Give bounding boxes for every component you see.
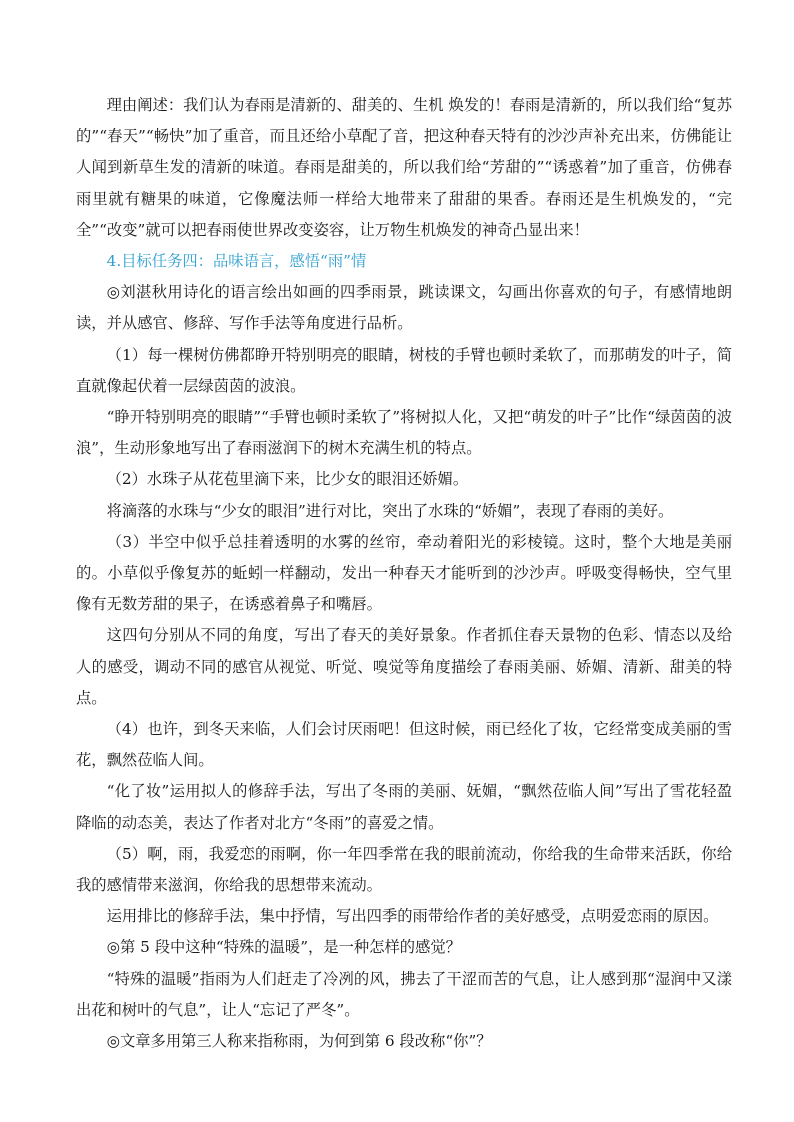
paragraph-question-2: ◎第 5 段中这种“特殊的温暖”，是一种怎样的感觉？ <box>106 938 461 957</box>
paragraph-analysis-4: “化了妆”运用拟人的修辞手法，写出了冬雨的美丽、妩媚，“飘然莅临人间”写出了雪花轻盈降临的动态美，表达了作者对北方“冬雨”的喜爱之情。 <box>76 782 732 832</box>
paragraph-analysis-2: 将滴落的水珠与“少女的眼泪”进行对比，突出了水珠的“娇媚”，表现了春雨的美好。 <box>106 501 674 520</box>
paragraph-analysis-1: “睁开特别明亮的眼睛”“手臂也顿时柔软了”将树拟人化，又把“萌发的叶子”比作“绿茵茵的波浪”，生动形象地写出了春雨滋润下的树木充满生机的特点。 <box>76 408 732 458</box>
paragraph-analysis-3: 这四句分别从不同的角度，写出了春天的美好景象。作者抓住春天景物的色彩、情态以及给人的感受，调动不同的感官从视觉、听觉、嗅觉等角度描绘了春雨美丽、娇媚、清新、甜美的特点。 <box>76 626 732 707</box>
paragraph-question-1: ◎刘湛秋用诗化的语言绘出如画的四季雨景，跳读课文，勾画出你喜欢的句子，有感情地朗读，并从感官、修辞、写作手法等角度进行品析。 <box>76 283 732 333</box>
document-body <box>76 90 732 1057</box>
paragraph-quote-3: （3）半空中似乎总挂着透明的水雾的丝帘，牵动着阳光的彩棱镜。这时，整个大地是美丽的。小草似乎像复苏的蚯蚓一样翻动，发出一种春天才能听到的沙沙声。呼吸变得畅快，空气里像有无数芳甜的果子，在诱惑着鼻子和嘴唇。 <box>76 532 732 614</box>
paragraph-question-3: ◎文章多用第三人称来指称雨，为何到第 6 段改称“你”？ <box>106 1032 492 1051</box>
section-heading-task-four: 4.目标任务四：品味语言，感悟“雨”情 <box>106 252 367 271</box>
paragraph-analysis-5: 运用排比的修辞手法，集中抒情，写出四季的雨带给作者的美好感受，点明爱恋雨的原因。 <box>106 907 719 926</box>
paragraph-answer-2: “特殊的温暖”指雨为人们赶走了冷冽的风，拂去了干涩而苦的气息，让人感到那“湿润中又漾出花和树叶的气息”，让人“忘记了严冬”。 <box>76 969 732 1019</box>
paragraph-reason: 理由阐述：我们认为春雨是清新的、甜美的、生机 焕发的！春雨是清新的，所以我们给“复苏的”“春天”“畅快”加了重音，而且还给小草配了音，把这种春天特有的沙沙声补充出来，仿佛能让人闻到新草生发的清新的味道。春雨是甜美的，所以我们给“芳甜的”“诱惑着”加了重音，仿佛春雨里就有糖果的味道，它像魔法师一样给大地带来了甜甜的果香。春雨还是生机焕发的，“完全”“改变”就可以把春雨使世界改变姿容，让万物生机焕发的神奇凸显出来！ <box>76 96 732 239</box>
paragraph-quote-2: （2）水珠子从花苞里滴下来，比少女的眼泪还娇媚。 <box>106 470 469 489</box>
paragraph-quote-4: （4）也许，到冬天来临，人们会讨厌雨吧！但这时候，雨已经化了妆，它经常变成美丽的雪花，飘然莅临人间。 <box>76 720 732 770</box>
paragraph-quote-5: （5）啊，雨，我爱恋的雨啊，你一年四季常在我的眼前流动，你给我的生命带来活跃，你给我的感情带来滋润，你给我的思想带来流动。 <box>76 844 732 895</box>
paragraph-quote-1: （1）每一棵树仿佛都睁开特别明亮的眼睛，树枝的手臂也顿时柔软了，而那萌发的叶子，简直就像起伏着一层绿茵茵的波浪。 <box>76 345 732 395</box>
